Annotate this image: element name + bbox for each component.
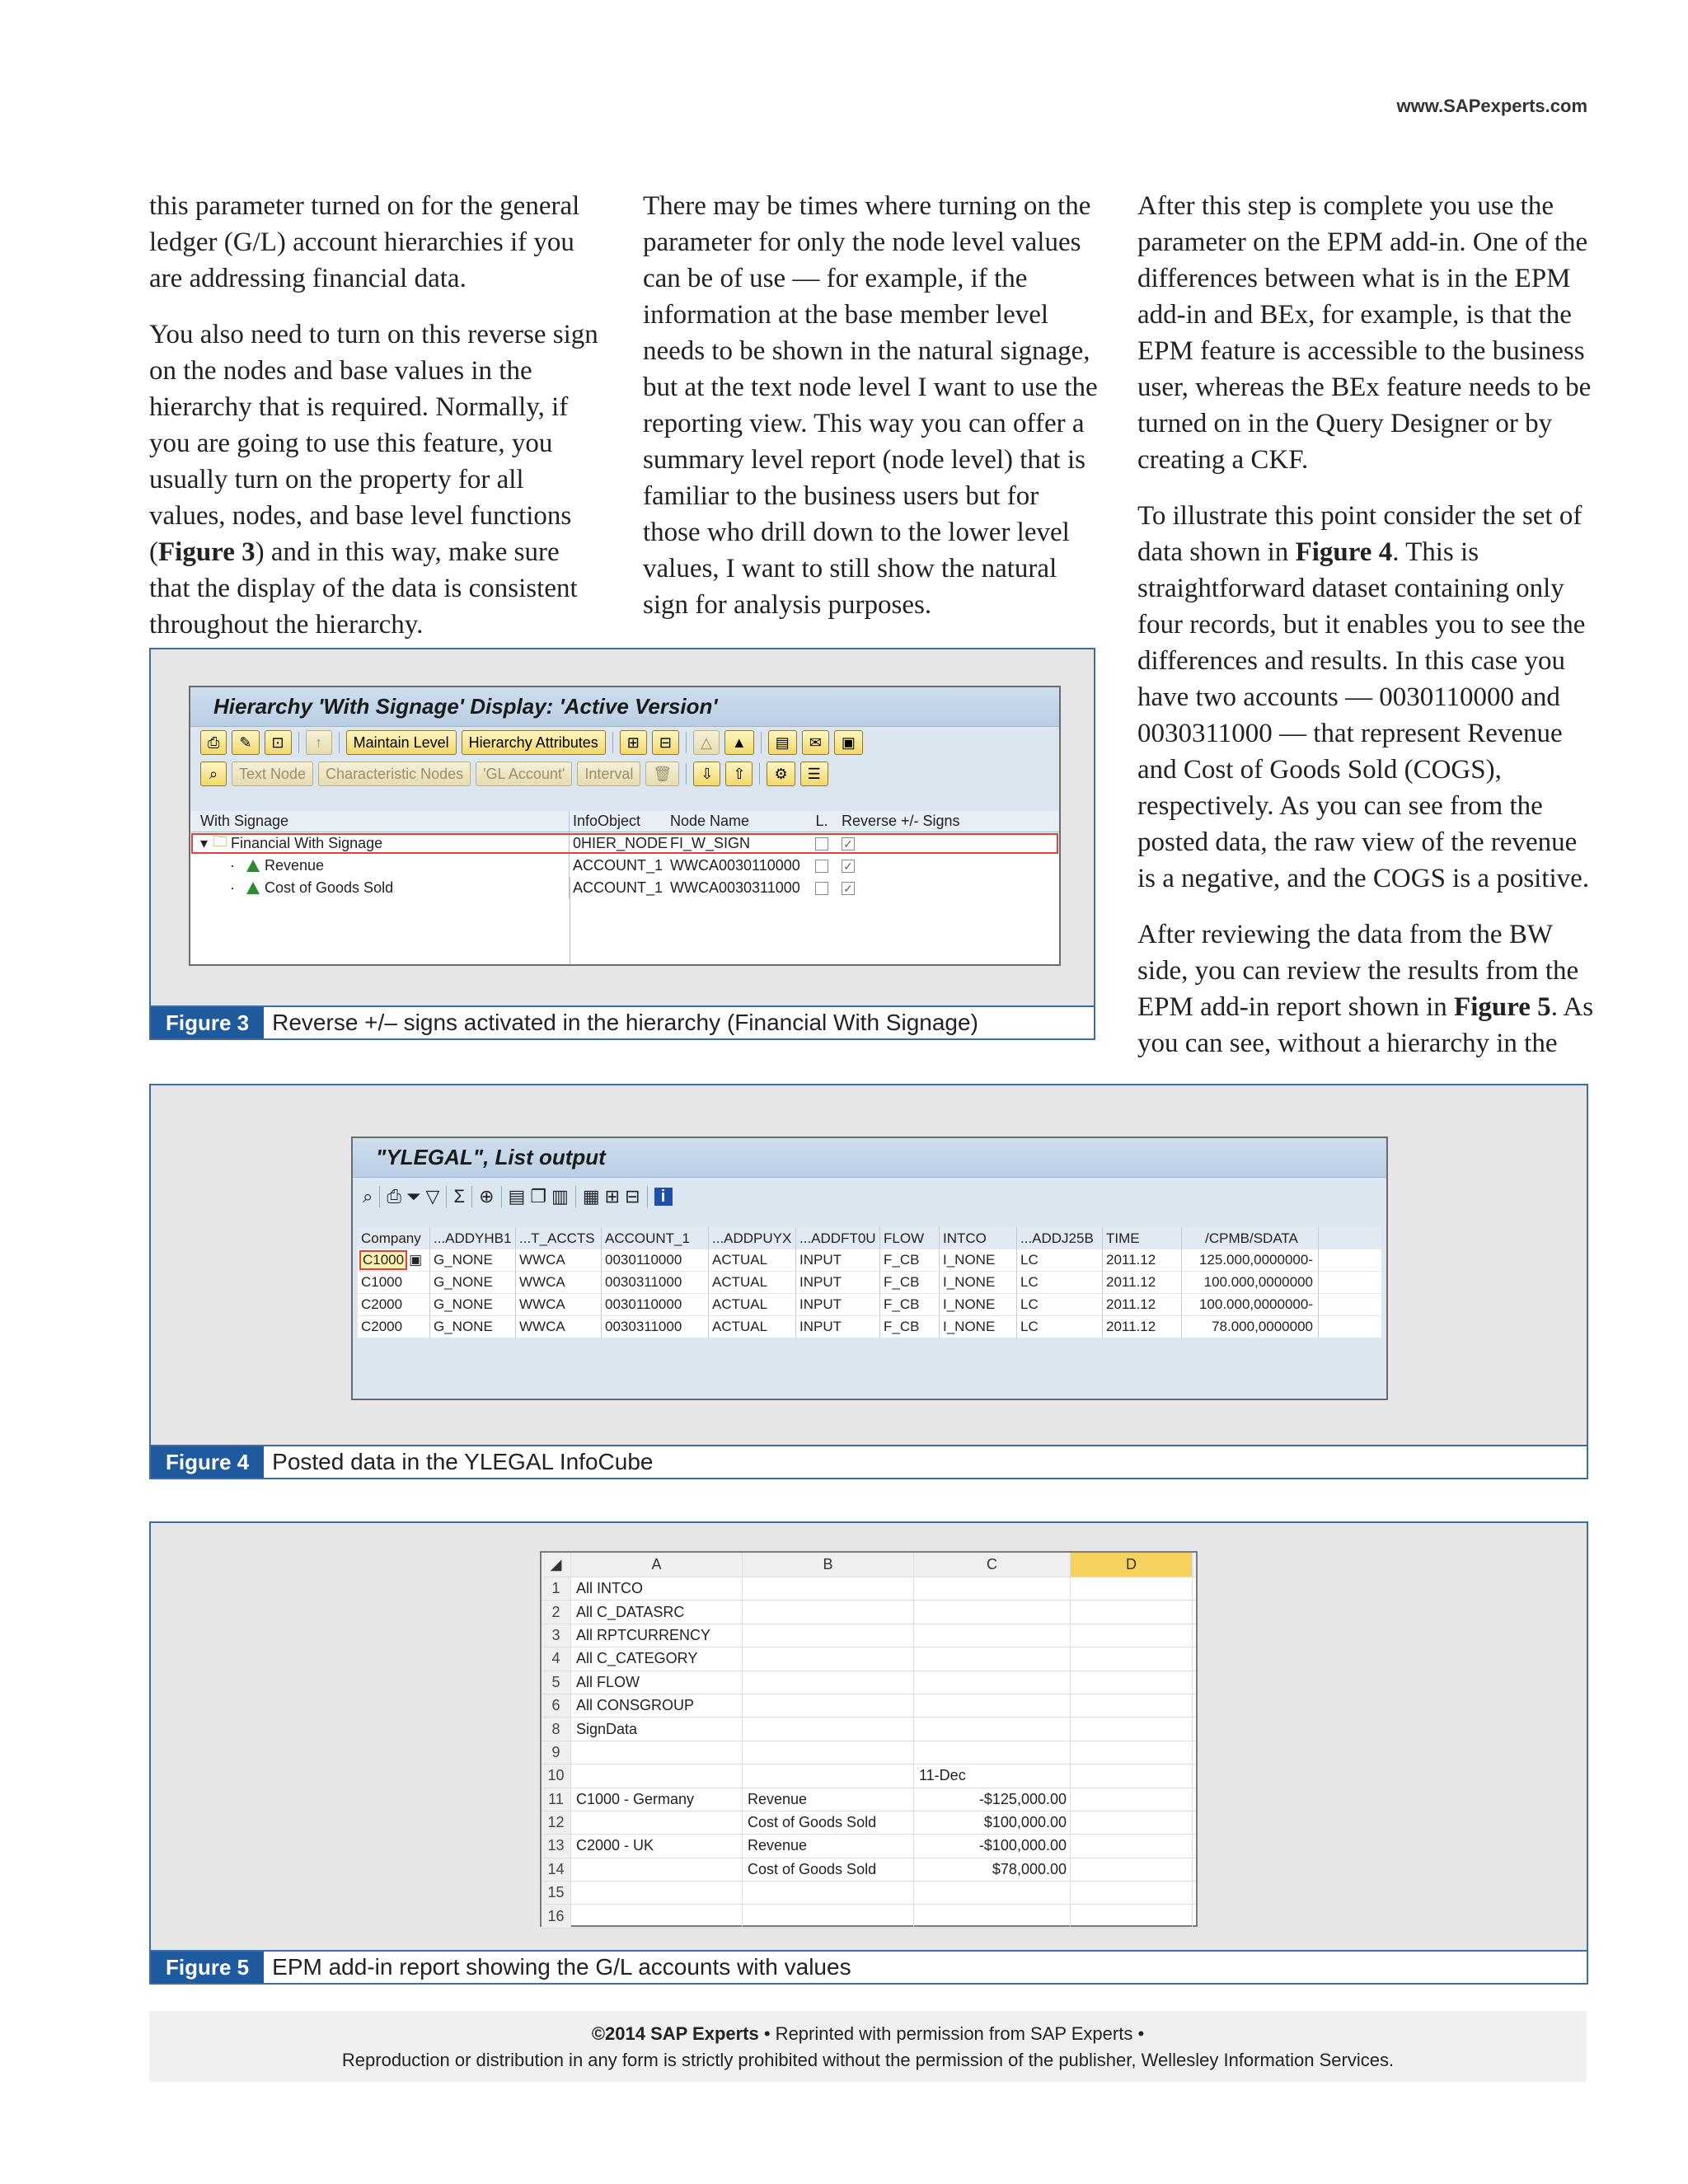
checkbox-reverse-sign[interactable]: ✓	[842, 837, 855, 851]
cell[interactable]	[743, 1882, 914, 1904]
cell[interactable]	[1071, 1647, 1193, 1670]
cell[interactable]	[1071, 1905, 1193, 1927]
sheet-row	[542, 1694, 1196, 1718]
cell[interactable]	[571, 1882, 743, 1904]
cell[interactable]	[914, 1577, 1071, 1600]
cell[interactable]	[743, 1741, 914, 1764]
cell[interactable]	[743, 1905, 914, 1927]
cell[interactable]	[743, 1647, 914, 1670]
row-number[interactable]: 3	[542, 1624, 571, 1647]
account-icon	[246, 882, 260, 894]
cell[interactable]	[571, 1905, 743, 1927]
row-number[interactable]: 10	[542, 1765, 571, 1787]
cell[interactable]: All C_CATEGORY	[571, 1647, 743, 1670]
cell[interactable]: SignData	[571, 1718, 743, 1740]
grid-icon[interactable]: ▦	[582, 1186, 600, 1207]
cell[interactable]: All CONSGROUP	[571, 1694, 743, 1717]
cell[interactable]	[914, 1624, 1071, 1647]
column-header[interactable]: B	[743, 1553, 914, 1577]
cell[interactable]	[1071, 1741, 1193, 1764]
cell[interactable]	[1071, 1694, 1193, 1717]
figure-caption	[151, 1005, 1094, 1038]
table-row[interactable]: C1000 G_NONE WWCA 0030311000 ACTUAL INPUT F_CB I_NONE LC 2011.12 100.000,0000000	[358, 1272, 1381, 1294]
excel-sheet	[540, 1551, 1198, 1927]
interval-button[interactable]: Interval	[577, 762, 640, 786]
edit-icon[interactable]: ✎	[232, 730, 259, 755]
copyright: ©2014 SAP Experts	[591, 2023, 759, 2044]
figure-label: Figure 3	[151, 1007, 264, 1038]
cell[interactable]	[914, 1882, 1071, 1904]
sap-hierarchy-window	[189, 686, 1061, 966]
expand-icon[interactable]: ⊞	[620, 730, 647, 755]
row-number[interactable]: 9	[542, 1741, 571, 1764]
cell[interactable]	[743, 1694, 914, 1717]
sheet-row	[542, 1647, 1196, 1671]
value-help-icon[interactable]: ▣	[409, 1252, 423, 1268]
cell[interactable]: -$100,000.00	[914, 1835, 1071, 1857]
move-down-icon[interactable]: ⇩	[693, 762, 720, 786]
cell[interactable]	[1071, 1811, 1193, 1834]
cell[interactable]: $100,000.00	[914, 1811, 1071, 1834]
paragraph: After this step is complete you use the parameter on the EPM add-in. One of the differences between what is in the EPM add-in and BEx, for example, is that the EPM feature is accessible to the business user, whereas the BEx feature needs to be turned on in the Query Designer or by creating a CKF.	[1137, 191, 1592, 475]
row-number[interactable]: 1	[542, 1577, 571, 1600]
sheet-row	[542, 1624, 1196, 1647]
sheet-row	[542, 1577, 1196, 1601]
figure-caption	[151, 1950, 1587, 1983]
cell[interactable]: Cost of Goods Sold	[743, 1858, 914, 1881]
list-table	[358, 1227, 1381, 1338]
print-icon[interactable]: ⎙	[387, 1186, 401, 1207]
print-icon[interactable]: ⎙	[200, 730, 227, 755]
row-number[interactable]: 16	[542, 1905, 571, 1927]
cell[interactable]	[1071, 1671, 1193, 1694]
toolbar-2	[190, 758, 1059, 790]
figure-ref: Figure 5	[1454, 992, 1551, 1022]
table-row[interactable]: C2000 G_NONE WWCA 0030110000 ACTUAL INPUT F_CB I_NONE LC 2011.12 100.000,0000000-	[358, 1294, 1381, 1316]
window-title: Hierarchy 'With Signage' Display: 'Active Version'	[190, 687, 1059, 727]
paragraph: To illustrate this point consider the set of data shown in Figure 4. This is straightforward dataset containing only four records, but it enables you to see the differences and results. In this case you have two accounts — 0030110000 and 0030311000 — that represent Revenue and Cost of Goods Sold (COGS), respectively. As you can see from the posted data, the raw view of the revenue is a negative, and the COGS is a positive.	[1137, 501, 1590, 893]
cell[interactable]: All INTCO	[571, 1577, 743, 1600]
warning-icon[interactable]: ▲	[724, 730, 754, 755]
gl-account-button[interactable]: 'GL Account'	[476, 762, 572, 786]
cell[interactable]	[571, 1811, 743, 1834]
row-number[interactable]: 6	[542, 1694, 571, 1717]
cell[interactable]: All RPTCURRENCY	[571, 1624, 743, 1647]
cell[interactable]	[571, 1765, 743, 1787]
row-number[interactable]: 12	[542, 1811, 571, 1834]
cell[interactable]	[743, 1671, 914, 1694]
sheet-row	[542, 1671, 1196, 1694]
cell[interactable]: All C_DATASRC	[571, 1601, 743, 1623]
sheet-row	[542, 1765, 1196, 1788]
display-icon[interactable]: ▣	[834, 730, 863, 755]
filter-set-icon[interactable]: ▽	[425, 1186, 440, 1207]
cell[interactable]	[914, 1671, 1071, 1694]
info-icon[interactable]: i	[654, 1188, 673, 1206]
figure-3	[149, 648, 1095, 1040]
sheet-row	[542, 1718, 1196, 1741]
checkbox-l[interactable]	[815, 882, 828, 895]
text-column-1	[149, 188, 607, 663]
cell[interactable]	[1071, 1835, 1193, 1857]
column-header[interactable]: C	[914, 1553, 1071, 1577]
row-number[interactable]: 14	[542, 1858, 571, 1881]
characteristic-nodes-button[interactable]: Characteristic Nodes	[318, 762, 471, 786]
cell[interactable]	[743, 1765, 914, 1787]
table-header: With Signage InfoObject Node Name L. Reverse +/- Signs	[190, 811, 1059, 832]
lock-icon[interactable]: ⊡	[265, 730, 292, 755]
checkbox-l[interactable]	[815, 860, 828, 873]
cell[interactable]	[1071, 1577, 1193, 1600]
up-icon[interactable]: ↑	[306, 730, 332, 755]
figure-label: Figure 5	[151, 1952, 264, 1983]
sap-list-window	[351, 1137, 1388, 1400]
sheet-row	[542, 1788, 1196, 1811]
cell[interactable]	[1071, 1765, 1193, 1787]
row-number[interactable]: 5	[542, 1671, 571, 1694]
table-row[interactable]: C2000 G_NONE WWCA 0030311000 ACTUAL INPUT F_CB I_NONE LC 2011.12 78.000,0000000	[358, 1316, 1381, 1338]
cell[interactable]	[743, 1601, 914, 1623]
paragraph: this parameter turned on for the general ledger (G/L) account hierarchies if you are addressing financial data.	[149, 191, 580, 293]
row-number[interactable]: 8	[542, 1718, 571, 1740]
paragraph: There may be times where turning on the parameter for only the node level values can be of use — for example, if the information at the base member level needs to be shown in the natural signage, but at the text node level I want to use the reporting view. This way you can offer a summary level report (node level) that is familiar to the business users but for those who drill down to the lower level values, I want to still show the natural sign for analysis purposes.	[643, 191, 1098, 620]
window-title: "YLEGAL", List output	[353, 1138, 1386, 1178]
cell[interactable]: Cost of Goods Sold	[743, 1811, 914, 1834]
table-header: Company ...ADDYHB1 ...T_ACCTS ACCOUNT_1 ...ADDPUYX ...ADDFT0U FLOW INTCO ...ADDJ25B TIME /CPMB/SDATA	[358, 1227, 1381, 1249]
sum-icon[interactable]: Σ	[453, 1186, 466, 1207]
find-icon[interactable]: ⊕	[479, 1186, 495, 1207]
column-header-row	[542, 1553, 1196, 1577]
caption-text: Posted data in the YLEGAL InfoCube	[272, 1449, 654, 1474]
notes-icon[interactable]: ✉	[802, 730, 829, 755]
figure-4	[149, 1084, 1588, 1479]
figure-label: Figure 4	[151, 1446, 264, 1478]
column-header[interactable]: A	[571, 1553, 743, 1577]
cell[interactable]	[1071, 1718, 1193, 1740]
cell[interactable]	[914, 1741, 1071, 1764]
row-number[interactable]: 11	[542, 1788, 571, 1811]
paragraph: You also need to turn on this reverse sign on the nodes and base values in the hierarchy that is required. Normally, if you are going to use this feature, you usually turn on the property for all values, nodes, and base level functions (Figure 3) and in this way, make sure that the display of the data is consistent throughout the hierarchy.	[149, 320, 598, 640]
filter-icon[interactable]: ⏷	[406, 1186, 421, 1207]
cell[interactable]	[743, 1718, 914, 1740]
cell[interactable]	[914, 1601, 1071, 1623]
table-row[interactable]: ▾ 🗀 Financial With Signage 0HIER_NODE FI_W_SIGN ✓	[190, 832, 1059, 855]
sheet-row	[542, 1905, 1196, 1928]
cell[interactable]	[743, 1577, 914, 1600]
checkbox-reverse-sign[interactable]: ✓	[842, 882, 855, 895]
triangle-icon[interactable]: △	[693, 730, 720, 755]
cell[interactable]: C1000 - Germany	[571, 1788, 743, 1811]
account-icon	[246, 860, 260, 872]
sheet-row	[542, 1741, 1196, 1765]
select-all-corner[interactable]: ◢	[542, 1553, 571, 1577]
export-icon[interactable]: ▤	[508, 1186, 526, 1207]
sheet-row	[542, 1601, 1196, 1624]
text-column-3	[1137, 188, 1595, 1081]
caption-text: EPM add-in report showing the G/L accounts with values	[272, 1954, 851, 1980]
cell[interactable]: C2000 - UK	[571, 1835, 743, 1857]
sheet-row	[542, 1811, 1196, 1835]
sheet-row	[542, 1835, 1196, 1858]
hierarchy-table	[190, 811, 1059, 964]
cell[interactable]	[1071, 1788, 1193, 1811]
row-number[interactable]: 15	[542, 1882, 571, 1904]
cell[interactable]: All FLOW	[571, 1671, 743, 1694]
cell[interactable]	[914, 1647, 1071, 1670]
checkbox-reverse-sign[interactable]: ✓	[842, 860, 855, 873]
sheet-row	[542, 1858, 1196, 1882]
figure-ref: Figure 4	[1295, 537, 1393, 567]
reproduction-notice: Reproduction or distribution in any form is strictly prohibited without the permission of the publisher, Wellesley Information Services.	[341, 2050, 1395, 2070]
sheet-row	[542, 1882, 1196, 1905]
table-row[interactable]: · Revenue ACCOUNT_1 WWCA0030110000 ✓	[190, 855, 1059, 877]
table-row[interactable]: · Cost of Goods Sold ACCOUNT_1 WWCA0030311000 ✓	[190, 877, 1059, 899]
cell[interactable]	[743, 1624, 914, 1647]
cell[interactable]: 11-Dec	[914, 1765, 1071, 1787]
cell[interactable]: Revenue	[743, 1835, 914, 1857]
cell[interactable]	[914, 1694, 1071, 1717]
cell[interactable]	[571, 1858, 743, 1881]
collapse-icon[interactable]: ⊟	[652, 730, 679, 755]
copy-icon[interactable]: ❐	[530, 1186, 547, 1207]
column-header[interactable]: D	[1071, 1553, 1193, 1577]
table-row[interactable]: C1000 ▣ G_NONE WWCA 0030110000 ACTUAL INPUT F_CB I_NONE LC 2011.12 125.000,0000000-	[358, 1249, 1381, 1272]
hierarchy-attributes-button[interactable]: Hierarchy Attributes	[462, 730, 606, 755]
figure-5	[149, 1521, 1588, 1985]
cell[interactable]	[1071, 1858, 1193, 1881]
paragraph: After reviewing the data from the BW side, you can review the results from the EPM add-in report shown in Figure 5. As you can see, without a hierarchy in the	[1137, 920, 1594, 1058]
cell[interactable]	[914, 1905, 1071, 1927]
cell[interactable]	[914, 1718, 1071, 1740]
text-node-button[interactable]: Text Node	[232, 762, 313, 786]
row-number[interactable]: 13	[542, 1835, 571, 1857]
row-number[interactable]: 4	[542, 1647, 571, 1670]
row-number[interactable]: 2	[542, 1601, 571, 1623]
move-up-icon[interactable]: ⇧	[725, 762, 753, 786]
site-url[interactable]: www.SAPexperts.com	[1396, 96, 1587, 116]
cell[interactable]	[1071, 1882, 1193, 1904]
settings-icon[interactable]: ☰	[800, 762, 828, 786]
figure-caption	[151, 1445, 1587, 1478]
cell[interactable]: Revenue	[743, 1788, 914, 1811]
trash-icon[interactable]: 🗑	[645, 762, 679, 786]
toolbar-1	[190, 727, 1059, 758]
cell[interactable]: -$125,000.00	[914, 1788, 1071, 1811]
reprinted-notice: • Reprinted with permission from SAP Experts •	[758, 2023, 1145, 2044]
folder-icon: 🗀	[213, 832, 228, 850]
layout-change-icon[interactable]: ⊟	[625, 1186, 640, 1207]
document-icon[interactable]: ▤	[768, 730, 797, 755]
checkbox-l[interactable]	[815, 837, 828, 851]
search-icon[interactable]: ⌕	[363, 1186, 373, 1207]
page-footer	[149, 2011, 1587, 2082]
cell[interactable]	[571, 1741, 743, 1764]
expand-triangle-icon[interactable]: ▾	[200, 835, 209, 851]
caption-text: Reverse +/– signs activated in the hierarchy (Financial With Signage)	[272, 1010, 978, 1035]
text-column-2	[643, 188, 1100, 643]
layout-icon[interactable]: ⊞	[604, 1186, 621, 1207]
maintain-level-button[interactable]: Maintain Level	[346, 730, 457, 755]
list-toolbar	[353, 1178, 1386, 1216]
tools-icon[interactable]: ⚙	[767, 762, 795, 786]
cell[interactable]	[1071, 1601, 1193, 1623]
cell[interactable]	[1071, 1624, 1193, 1647]
search-icon[interactable]: ⌕	[200, 762, 227, 786]
cell[interactable]: $78,000.00	[914, 1858, 1071, 1881]
figure-ref: Figure 3	[158, 537, 256, 567]
chart-icon[interactable]: ▥	[551, 1186, 569, 1207]
